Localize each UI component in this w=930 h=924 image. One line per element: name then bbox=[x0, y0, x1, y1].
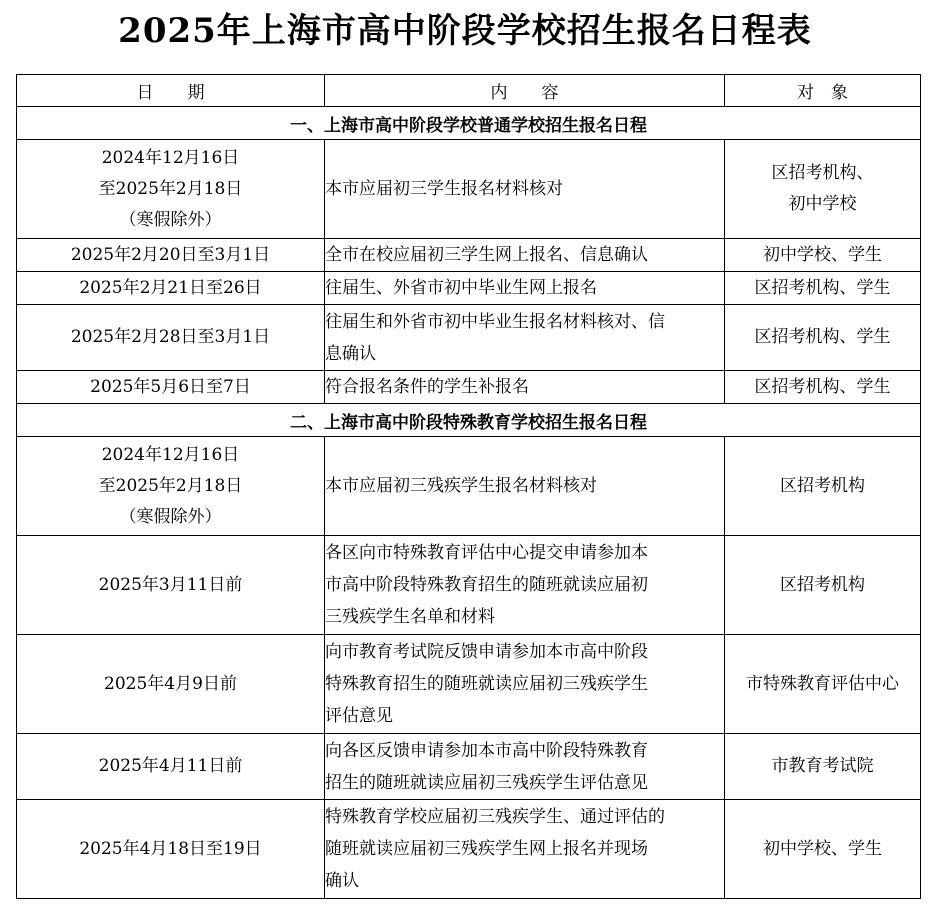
target-line: 初中学校 bbox=[788, 194, 857, 214]
date-line: 2025年5月6日至7日 bbox=[90, 376, 251, 397]
date-line: 2025年2月20日至3月1日 bbox=[70, 244, 271, 265]
content-cell bbox=[325, 800, 725, 899]
content-line: 往届生、外省市初中毕业生网上报名 bbox=[325, 278, 597, 298]
date-line: （寒假除外） bbox=[119, 209, 222, 230]
content-cell bbox=[325, 272, 725, 305]
date-cell bbox=[17, 734, 325, 800]
content-line: 各区向市特殊教育评估中心提交申请参加本 bbox=[325, 543, 648, 563]
target-cell bbox=[725, 635, 921, 734]
content-line: 向各区反馈申请参加本市高中阶段特殊教育 bbox=[325, 740, 648, 761]
content-cell bbox=[325, 734, 725, 800]
table-row bbox=[17, 734, 921, 800]
date-cell bbox=[17, 437, 325, 536]
header-content: 内 容 bbox=[325, 75, 725, 107]
date-line: 2025年2月21日至26日 bbox=[79, 277, 262, 298]
section-row bbox=[17, 107, 921, 140]
target-line: 区招考机构 bbox=[780, 475, 865, 496]
content-line: 向市教育考试院反馈申请参加本市高中阶段 bbox=[325, 642, 648, 662]
document-title: 2025年上海市高中阶段学校招生报名日程表 bbox=[118, 11, 812, 51]
content-line: 本市应届初三残疾学生报名材料核对 bbox=[325, 476, 597, 496]
table-row bbox=[17, 437, 921, 536]
content-line: 本市应届初三学生报名材料核对 bbox=[325, 179, 563, 199]
content-line: 三残疾学生名单和材料 bbox=[325, 607, 495, 627]
date-line: （寒假除外） bbox=[119, 506, 222, 527]
header-target: 对 象 bbox=[725, 75, 921, 107]
target-line: 初中学校、学生 bbox=[763, 244, 882, 265]
target-line: 区招考机构、 bbox=[771, 163, 874, 183]
target-cell bbox=[725, 239, 921, 272]
date-cell bbox=[17, 800, 325, 899]
target-line: 初中学校、学生 bbox=[763, 838, 882, 859]
section-title: 一、上海市高中阶段学校普通学校招生报名日程 bbox=[17, 107, 921, 140]
content-cell bbox=[325, 239, 725, 272]
content-line: 特殊教育招生的随班就读应届初三残疾学生 bbox=[325, 674, 648, 694]
table-row bbox=[17, 239, 921, 272]
date-line: 2025年2月28日至3月1日 bbox=[70, 327, 271, 347]
table-header-row bbox=[17, 75, 921, 107]
header-date: 日 期 bbox=[17, 75, 325, 107]
content-cell bbox=[325, 140, 725, 239]
table-row bbox=[17, 305, 921, 371]
target-cell bbox=[725, 140, 921, 239]
date-cell bbox=[17, 536, 325, 635]
date-line: 至2025年2月18日 bbox=[98, 178, 243, 199]
target-line: 市教育考试院 bbox=[771, 756, 874, 776]
content-line: 特殊教育学校应届初三残疾学生、通过评估的 bbox=[325, 807, 665, 827]
date-line: 2025年3月11日前 bbox=[98, 574, 243, 595]
date-line: 2025年4月11日前 bbox=[98, 756, 243, 776]
content-line: 符合报名条件的学生补报名 bbox=[325, 377, 529, 397]
target-line: 市特殊教育评估中心 bbox=[746, 673, 899, 694]
content-line: 确认 bbox=[325, 871, 359, 891]
date-cell bbox=[17, 272, 325, 305]
content-line: 评估意见 bbox=[325, 706, 393, 726]
schedule-table bbox=[16, 74, 921, 899]
content-line: 息确认 bbox=[325, 343, 376, 364]
date-line: 2024年12月16日 bbox=[101, 444, 240, 465]
table-row bbox=[17, 635, 921, 734]
target-line: 区招考机构 bbox=[780, 574, 865, 595]
date-line: 2025年4月18日至19日 bbox=[79, 838, 262, 859]
content-line: 往届生和外省市初中毕业生报名材料核对、信 bbox=[325, 311, 665, 332]
target-cell bbox=[725, 437, 921, 536]
target-cell bbox=[725, 305, 921, 371]
schedule-body bbox=[17, 107, 921, 899]
date-cell bbox=[17, 635, 325, 734]
target-cell bbox=[725, 536, 921, 635]
date-line: 至2025年2月18日 bbox=[98, 475, 243, 496]
target-line: 区招考机构、学生 bbox=[754, 327, 891, 347]
table-row bbox=[17, 800, 921, 899]
section-title: 二、上海市高中阶段特殊教育学校招生报名日程 bbox=[17, 404, 921, 437]
content-cell bbox=[325, 536, 725, 635]
content-cell bbox=[325, 437, 725, 536]
content-line: 随班就读应届初三残疾学生网上报名并现场 bbox=[325, 839, 648, 859]
target-line: 区招考机构、学生 bbox=[754, 277, 891, 298]
date-line: 2025年4月9日前 bbox=[104, 673, 237, 694]
content-cell bbox=[325, 305, 725, 371]
content-line: 招生的随班就读应届初三残疾学生评估意见 bbox=[325, 772, 648, 793]
date-line: 2024年12月16日 bbox=[101, 147, 240, 168]
date-cell bbox=[17, 371, 325, 404]
date-cell bbox=[17, 239, 325, 272]
table-row bbox=[17, 371, 921, 404]
date-cell bbox=[17, 305, 325, 371]
date-cell bbox=[17, 140, 325, 239]
table-row bbox=[17, 272, 921, 305]
content-cell bbox=[325, 635, 725, 734]
table-row bbox=[17, 140, 921, 239]
content-line: 市高中阶段特殊教育招生的随班就读应届初 bbox=[325, 575, 648, 595]
target-line: 区招考机构、学生 bbox=[754, 376, 891, 397]
content-line: 全市在校应届初三学生网上报名、信息确认 bbox=[325, 245, 648, 265]
section-row bbox=[17, 404, 921, 437]
target-cell bbox=[725, 734, 921, 800]
content-cell bbox=[325, 371, 725, 404]
target-cell bbox=[725, 800, 921, 899]
target-cell bbox=[725, 371, 921, 404]
table-row bbox=[17, 536, 921, 635]
target-cell bbox=[725, 272, 921, 305]
